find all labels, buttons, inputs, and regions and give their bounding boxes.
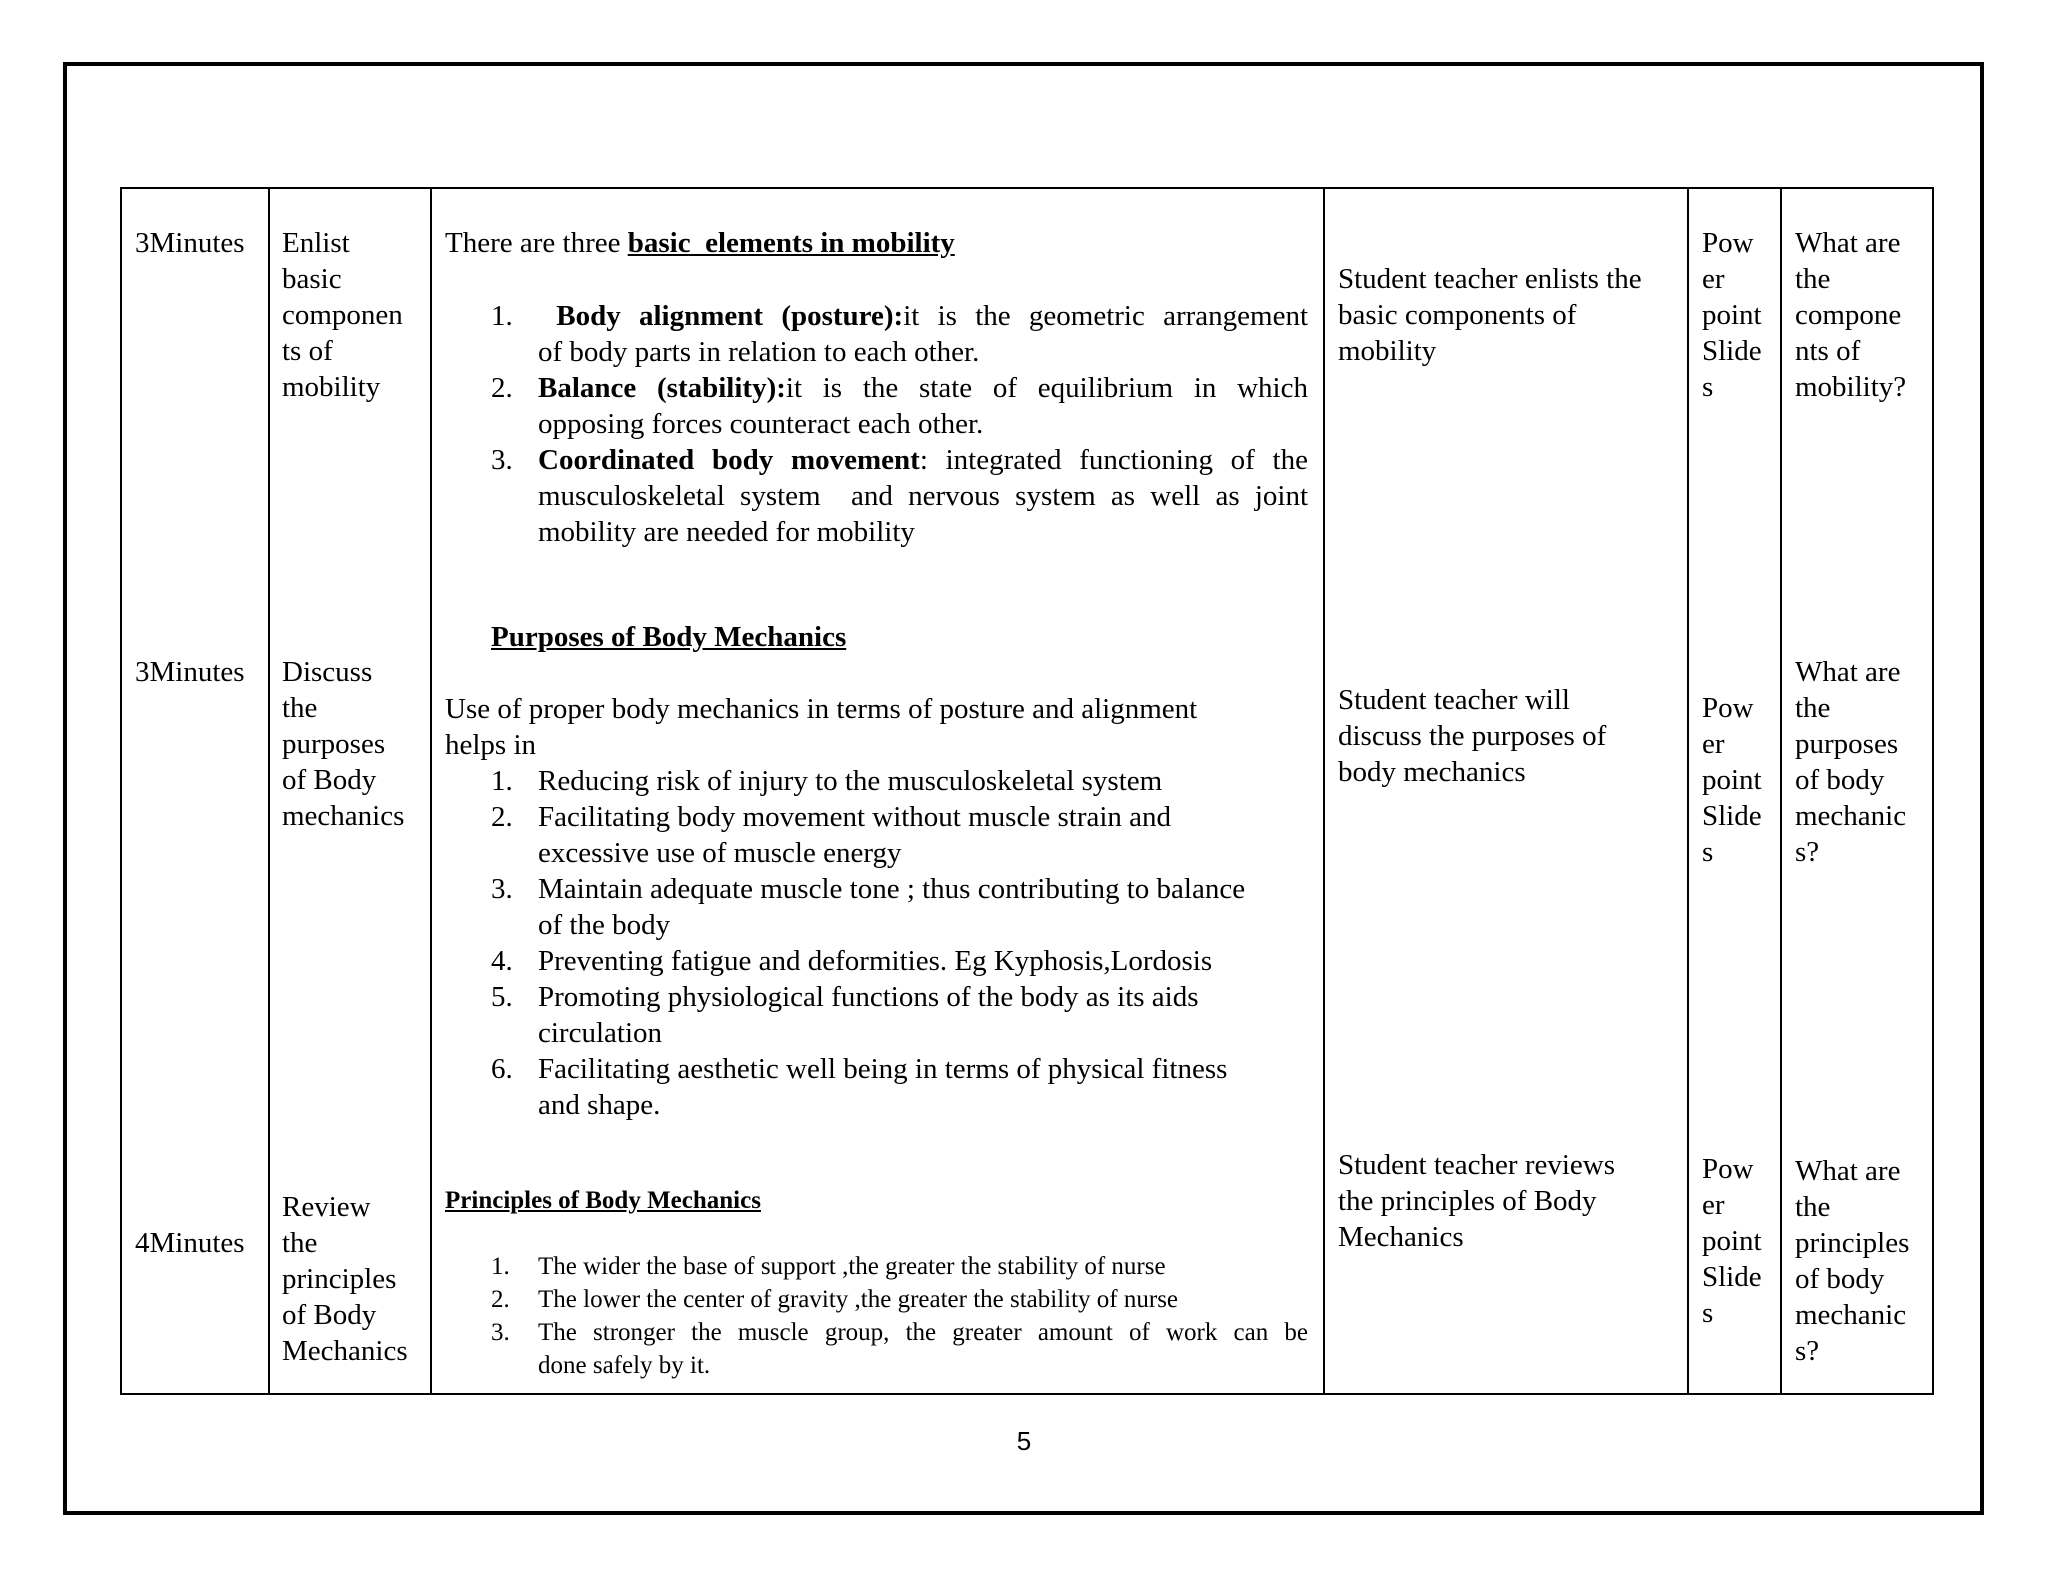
list-item-continuation: of the body [538,909,671,941]
aids-line: s [1702,371,1714,403]
evaluation-line: What are [1795,1155,1901,1187]
section-heading: Principles of Body Mechanics [445,1187,761,1214]
list-number: 4. [491,945,513,977]
aids-line: er [1702,263,1725,295]
evaluation-line: of body [1795,1263,1885,1295]
objective-line: Mechanics [282,1335,408,1367]
list-item: The wider the base of support ,the greater the stability of nurse [538,1253,1166,1280]
aids-line: Slide [1702,1261,1762,1293]
evaluation-line: purposes [1795,728,1899,760]
content-intro: Use of proper body mechanics in terms of posture and alignment [445,693,1198,725]
aids-line: Slide [1702,335,1762,367]
objective-line: principles [282,1263,397,1295]
evaluation-line: s? [1795,1335,1820,1367]
list-item: Preventing fatigue and deformities. Eg Kyphosis,Lordosis [538,945,1213,977]
list-number: 6. [491,1053,513,1085]
aids-line: er [1702,728,1725,760]
evaluation-line: the [1795,692,1831,724]
evaluation-line: What are [1795,656,1901,688]
list-number: 2. [491,1286,510,1313]
list-number: 1. [491,765,513,797]
aids-line: Pow [1702,227,1754,259]
content-intro: helps in [445,729,537,761]
table-bottom-border [120,1393,1934,1395]
list-item: Maintain adequate muscle tone ; thus contributing to balance [538,873,1246,905]
list-number: 3. [491,873,513,905]
list-item-continuation: and shape. [538,1089,661,1121]
activity-line: Student teacher reviews [1338,1149,1616,1181]
section-heading: Purposes of Body Mechanics [491,621,847,653]
evaluation-line: s? [1795,836,1820,868]
list-item: The lower the center of gravity ,the greater the stability of nurse [538,1286,1179,1313]
list-item: Promoting physiological functions of the body as its aids [538,981,1199,1013]
list-number: 2. [491,801,513,833]
evaluation-line: the [1795,1191,1831,1223]
table-col-border [430,187,432,1394]
objective-line: the [282,1227,318,1259]
time-cell: 3Minutes [135,227,245,259]
activity-line: the principles of Body [1338,1185,1597,1217]
list-number: 5. [491,981,513,1013]
list-item-continuation: mobility are needed for mobility [538,516,915,548]
evaluation-line: mobility? [1795,371,1907,403]
objective-line: Discuss [282,656,373,688]
list-number: 3. [491,444,513,476]
objective-line: the [282,692,318,724]
activity-line: basic components of [1338,299,1577,331]
objective-line: Review [282,1191,371,1223]
list-item-continuation: musculoskeletal system and nervous system as well as joint [538,480,1308,512]
evaluation-line: nts of [1795,335,1861,367]
aids-line: er [1702,1189,1725,1221]
objective-line: mobility [282,371,381,403]
list-item-continuation: opposing forces counteract each other. [538,408,984,440]
list-item: Facilitating aesthetic well being in terms of physical fitness [538,1053,1228,1085]
activity-line: discuss the purposes of [1338,720,1607,752]
activity-line: Mechanics [1338,1221,1464,1253]
list-item: Balance (stability):it is the state of equilibrium in which [538,372,1308,404]
aids-line: point [1702,299,1762,331]
page-number: 5 [1016,1426,1032,1456]
activity-line: body mechanics [1338,756,1526,788]
table-col-border [1323,187,1325,1394]
time-cell: 4Minutes [135,1227,245,1259]
table-col-border [1932,187,1934,1394]
list-item-continuation: of body parts in relation to each other. [538,336,980,368]
list-number: 3. [491,1319,510,1346]
objective-line: ts of [282,335,333,367]
activity-line: Student teacher enlists the [1338,263,1642,295]
aids-line: point [1702,764,1762,796]
aids-line: s [1702,836,1714,868]
content-intro: There are three basic elements in mobility [445,227,955,259]
activity-line: Student teacher will [1338,684,1570,716]
list-item: Coordinated body movement: integrated functioning of the [538,444,1308,476]
time-cell: 3Minutes [135,656,245,688]
list-number: 1. [491,300,513,332]
table-top-border [120,187,1934,189]
aids-line: Slide [1702,800,1762,832]
table-col-border [268,187,270,1394]
aids-line: point [1702,1225,1762,1257]
list-item-continuation: done safely by it. [538,1352,711,1379]
list-number: 2. [491,372,513,404]
objective-line: mechanics [282,800,405,832]
table-col-border [120,187,122,1394]
objective-line: purposes [282,728,386,760]
aids-line: Pow [1702,692,1754,724]
list-item: Facilitating body movement without muscle strain and [538,801,1172,833]
aids-line: s [1702,1297,1714,1329]
list-number: 1. [491,1253,510,1280]
list-item: Reducing risk of injury to the musculoskeletal system [538,765,1163,797]
list-item: The stronger the muscle group, the greater amount of work can be [538,1319,1308,1346]
objective-line: of Body [282,1299,377,1331]
objective-line: Enlist [282,227,350,259]
evaluation-line: compone [1795,299,1902,331]
list-item-continuation: excessive use of muscle energy [538,837,902,869]
list-item-continuation: circulation [538,1017,663,1049]
evaluation-line: What are [1795,227,1901,259]
evaluation-line: mechanic [1795,800,1907,832]
list-item: Body alignment (posture):it is the geometric arrangement [556,300,1309,332]
evaluation-line: of body [1795,764,1885,796]
evaluation-line: the [1795,263,1831,295]
evaluation-line: mechanic [1795,1299,1907,1331]
objective-line: of Body [282,764,377,796]
objective-line: componen [282,299,403,331]
activity-line: mobility [1338,335,1437,367]
table-col-border [1687,187,1689,1394]
table-col-border [1780,187,1782,1394]
evaluation-line: principles [1795,1227,1910,1259]
objective-line: basic [282,263,342,295]
aids-line: Pow [1702,1153,1754,1185]
